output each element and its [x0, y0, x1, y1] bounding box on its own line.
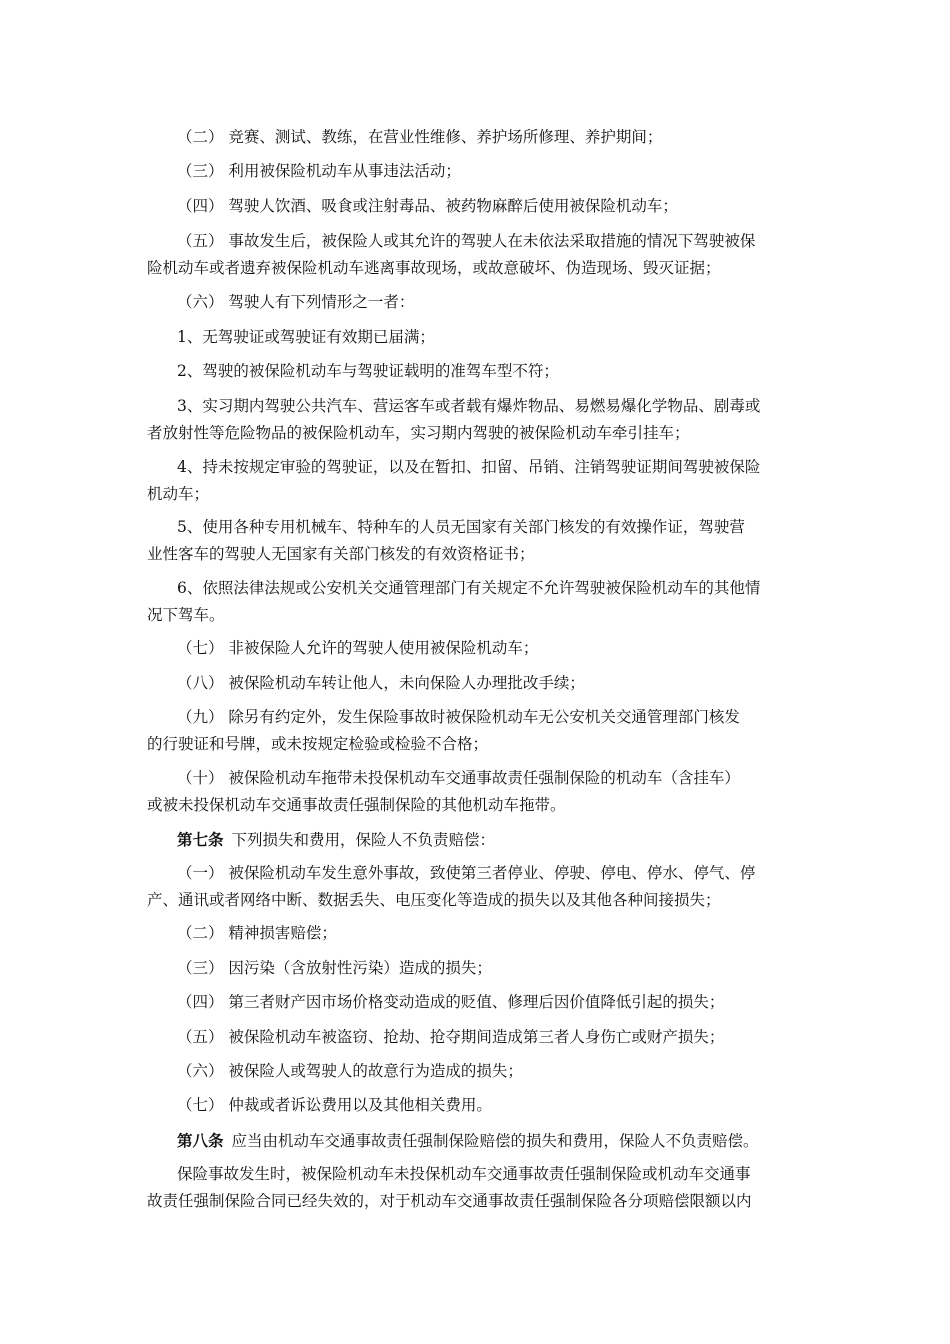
text-line: 况下驾车。 — [147, 606, 225, 624]
text-line: 者放射性等危险物品的被保险机动车，实习期内驾驶的被保险机动车牵引挂车； — [147, 424, 690, 442]
text-line: 5、使用各种专用机械车、特种车的人员无国家有关部门核发的有效操作证，驾驶营 — [177, 518, 745, 536]
exclusion-5 — [147, 1024, 817, 1051]
text-line: 险机动车或者遗弃被保险机动车逃离事故现场，或故意破坏、伪造现场、毁灭证据； — [147, 259, 721, 277]
text-line: （九） 除另有约定外，发生保险事故时被保险机动车无公安机关交通管理部门核发 — [177, 708, 740, 726]
exclusion-7 — [147, 1092, 817, 1119]
clause-8 — [147, 670, 817, 697]
exclusion-1 — [147, 860, 817, 914]
article-text: 下列损失和费用，保险人不负责赔偿： — [231, 831, 496, 849]
text-line: （七） 非被保险人允许的驾驶人使用被保险机动车； — [177, 639, 539, 657]
text-line: 保险事故发生时，被保险机动车未投保机动车交通事故责任强制保险或机动车交通事 — [177, 1165, 751, 1183]
text-line: 2、驾驶的被保险机动车与驾驶证载明的准驾车型不符； — [177, 362, 559, 380]
text-line: （七） 仲裁或者诉讼费用以及其他相关费用。 — [177, 1096, 492, 1114]
article-number: 第七条 — [177, 830, 224, 849]
text-line: 或被未投保机动车交通事故责任强制保险的其他机动车拖带。 — [147, 796, 566, 814]
text-line: （四） 驾驶人饮酒、吸食或注射毒品、被药物麻醉后使用被保险机动车； — [177, 197, 678, 215]
article-7 — [147, 826, 817, 854]
text-line: （四） 第三者财产因市场价格变动造成的贬值、修理后因价值降低引起的损失； — [177, 993, 725, 1011]
clause-3 — [147, 158, 817, 185]
exclusion-2 — [147, 920, 817, 947]
text-line: （三） 利用被保险机动车从事违法活动； — [177, 162, 461, 180]
clause-4 — [147, 193, 817, 220]
clause-7 — [147, 635, 817, 662]
text-line: 4、持未按规定审验的驾驶证，以及在暂扣、扣留、吊销、注销驾驶证期间驾驶被保险 — [177, 458, 761, 476]
text-line: （二） 精神损害赔偿； — [177, 924, 337, 942]
article-number: 第八条 — [177, 1131, 224, 1150]
clause-6 — [147, 289, 817, 316]
exclusion-4 — [147, 989, 817, 1016]
text-line: （三） 因污染（含放射性污染）造成的损失； — [177, 959, 492, 977]
item-2 — [147, 358, 817, 385]
clause-5 — [147, 228, 817, 282]
text-line: （一） 被保险机动车发生意外事故，致使第三者停业、停驶、停电、停水、停气、停 — [177, 864, 756, 882]
text-line: （二） 竞赛、测试、教练，在营业性维修、养护场所修理、养护期间； — [177, 128, 663, 146]
text-line: （十） 被保险机动车拖带未投保机动车交通事故责任强制保险的机动车（含挂车） — [177, 769, 740, 787]
text-line: 机动车； — [147, 485, 210, 503]
text-line: 产、通讯或者网络中断、数据丢失、电压变化等造成的损失以及其他各种间接损失； — [147, 891, 721, 909]
text-line: 3、实习期内驾驶公共汽车、营运客车或者载有爆炸物品、易燃易爆化学物品、剧毒或 — [177, 397, 761, 415]
text-line: 故责任强制保险合同已经失效的，对于机动车交通事故责任强制保险各分项赔偿限额以内 — [147, 1192, 752, 1210]
item-1 — [147, 324, 817, 351]
text-line: （八） 被保险机动车转让他人，未向保险人办理批改手续； — [177, 674, 585, 692]
clause-9 — [147, 704, 817, 758]
text-line: （六） 被保险人或驾驶人的故意行为造成的损失； — [177, 1062, 523, 1080]
text-line: （五） 被保险机动车被盗窃、抢劫、抢夺期间造成第三者人身伤亡或财产损失； — [177, 1028, 725, 1046]
text-line: 1、无驾驶证或驾驶证有效期已届满； — [177, 328, 435, 346]
item-5 — [147, 514, 817, 568]
clause-2 — [147, 124, 817, 151]
paragraph-final — [147, 1161, 817, 1215]
text-line: 业性客车的驾驶人无国家有关部门核发的有效资格证书； — [147, 545, 535, 563]
text-line: 6、依照法律法规或公安机关交通管理部门有关规定不允许驾驶被保险机动车的其他情 — [177, 579, 761, 597]
item-3 — [147, 393, 817, 447]
text-line: （六） 驾驶人有下列情形之一者： — [177, 293, 415, 311]
exclusion-6 — [147, 1058, 817, 1085]
text-line: （五） 事故发生后，被保险人或其允许的驾驶人在未依法采取措施的情况下驾驶被保 — [177, 232, 756, 250]
article-8 — [147, 1127, 817, 1155]
text-line: 的行驶证和号牌，或未按规定检验或检验不合格； — [147, 735, 489, 753]
article-text: 应当由机动车交通事故责任强制保险赔偿的损失和费用，保险人不负责赔偿。 — [231, 1132, 759, 1150]
item-4 — [147, 454, 817, 508]
exclusion-3 — [147, 955, 817, 982]
item-6 — [147, 575, 817, 629]
clause-10 — [147, 765, 817, 819]
